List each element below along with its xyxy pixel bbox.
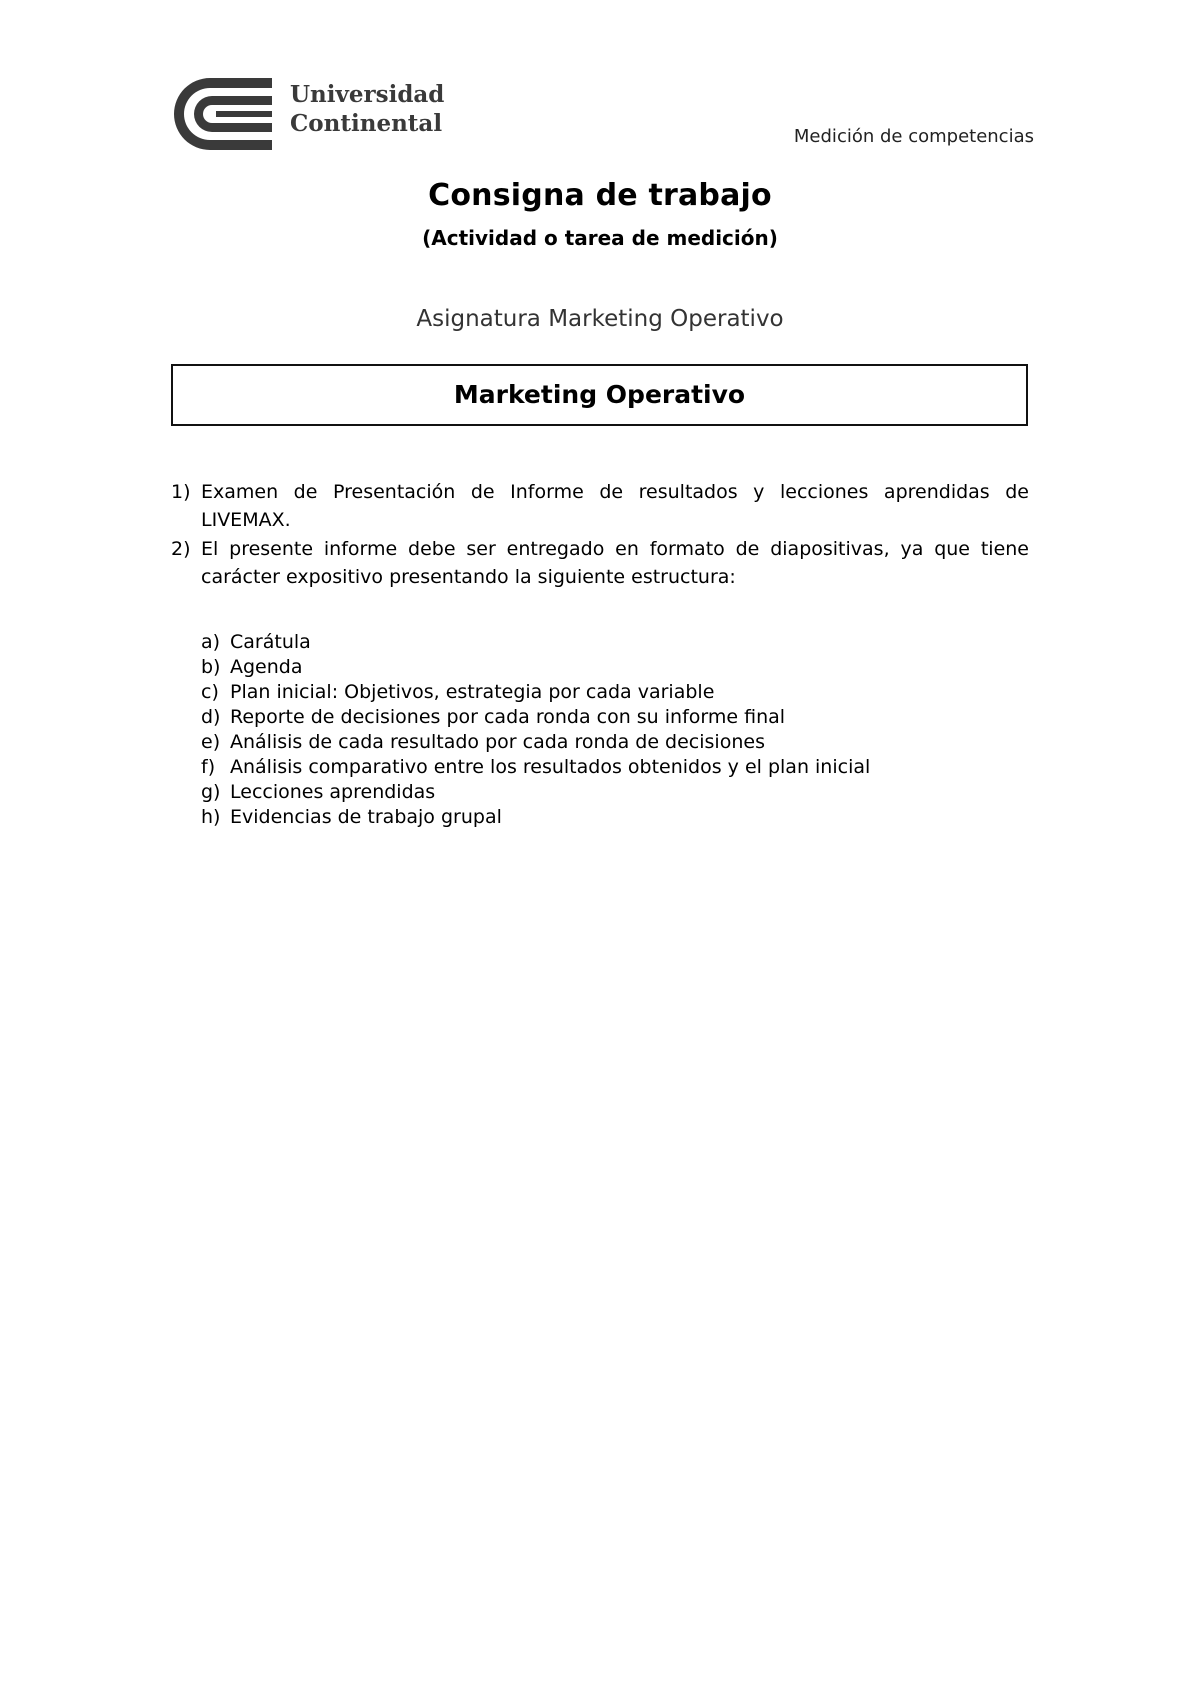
structure-text: Carátula (230, 631, 311, 653)
structure-letter: e) (201, 731, 221, 753)
logo-line-2: Continental (290, 110, 443, 137)
page-subtitle: (Actividad o tarea de medición) (422, 226, 778, 250)
structure-item (201, 655, 1021, 680)
structure-letter: h) (201, 806, 221, 828)
instruction-text: El presente informe debe ser entregado en formato de diapositivas, ya que tiene carácter expositivo presentando la siguiente estructura: (201, 538, 1029, 588)
university-logo (172, 76, 462, 152)
structure-letter: g) (201, 781, 221, 803)
structure-item (201, 755, 1021, 780)
structure-letter: a) (201, 631, 221, 653)
structure-item (201, 680, 1021, 705)
section-label: Medición de competencias (793, 126, 1034, 147)
structure-item (201, 705, 1021, 730)
structure-letter: d) (201, 706, 221, 728)
instruction-item (171, 535, 1029, 591)
structure-text: Evidencias de trabajo grupal (230, 806, 502, 828)
structure-text: Análisis de cada resultado por cada ronda de decisiones (230, 731, 765, 753)
structure-letter: f) (201, 756, 216, 778)
instructions-list (171, 478, 1029, 592)
logo-line-1: Universidad (290, 81, 445, 108)
structure-item (201, 730, 1021, 755)
course-title-box: Marketing Operativo (171, 364, 1028, 426)
instruction-number: 2) (171, 538, 191, 560)
structure-item (201, 630, 1021, 655)
subject-line: Asignatura Marketing Operativo (416, 306, 784, 332)
structure-text: Análisis comparativo entre los resultados obtenidos y el plan inicial (230, 756, 871, 778)
structure-text: Agenda (230, 656, 303, 678)
structure-text: Plan inicial: Objetivos, estrategia por cada variable (230, 681, 715, 703)
instruction-number: 1) (171, 481, 191, 503)
structure-list (201, 630, 1021, 830)
page-title: Consigna de trabajo (428, 178, 772, 213)
structure-text: Lecciones aprendidas (230, 781, 436, 803)
structure-letter: c) (201, 681, 219, 703)
structure-item (201, 805, 1021, 830)
structure-item (201, 780, 1021, 805)
instruction-text: Examen de Presentación de Informe de resultados y lecciones aprendidas de LIVEMAX. (201, 481, 1029, 531)
structure-letter: b) (201, 656, 221, 678)
continental-c-logo-icon (172, 76, 276, 152)
instruction-item (171, 478, 1029, 534)
structure-text: Reporte de decisiones por cada ronda con su informe final (230, 706, 786, 728)
